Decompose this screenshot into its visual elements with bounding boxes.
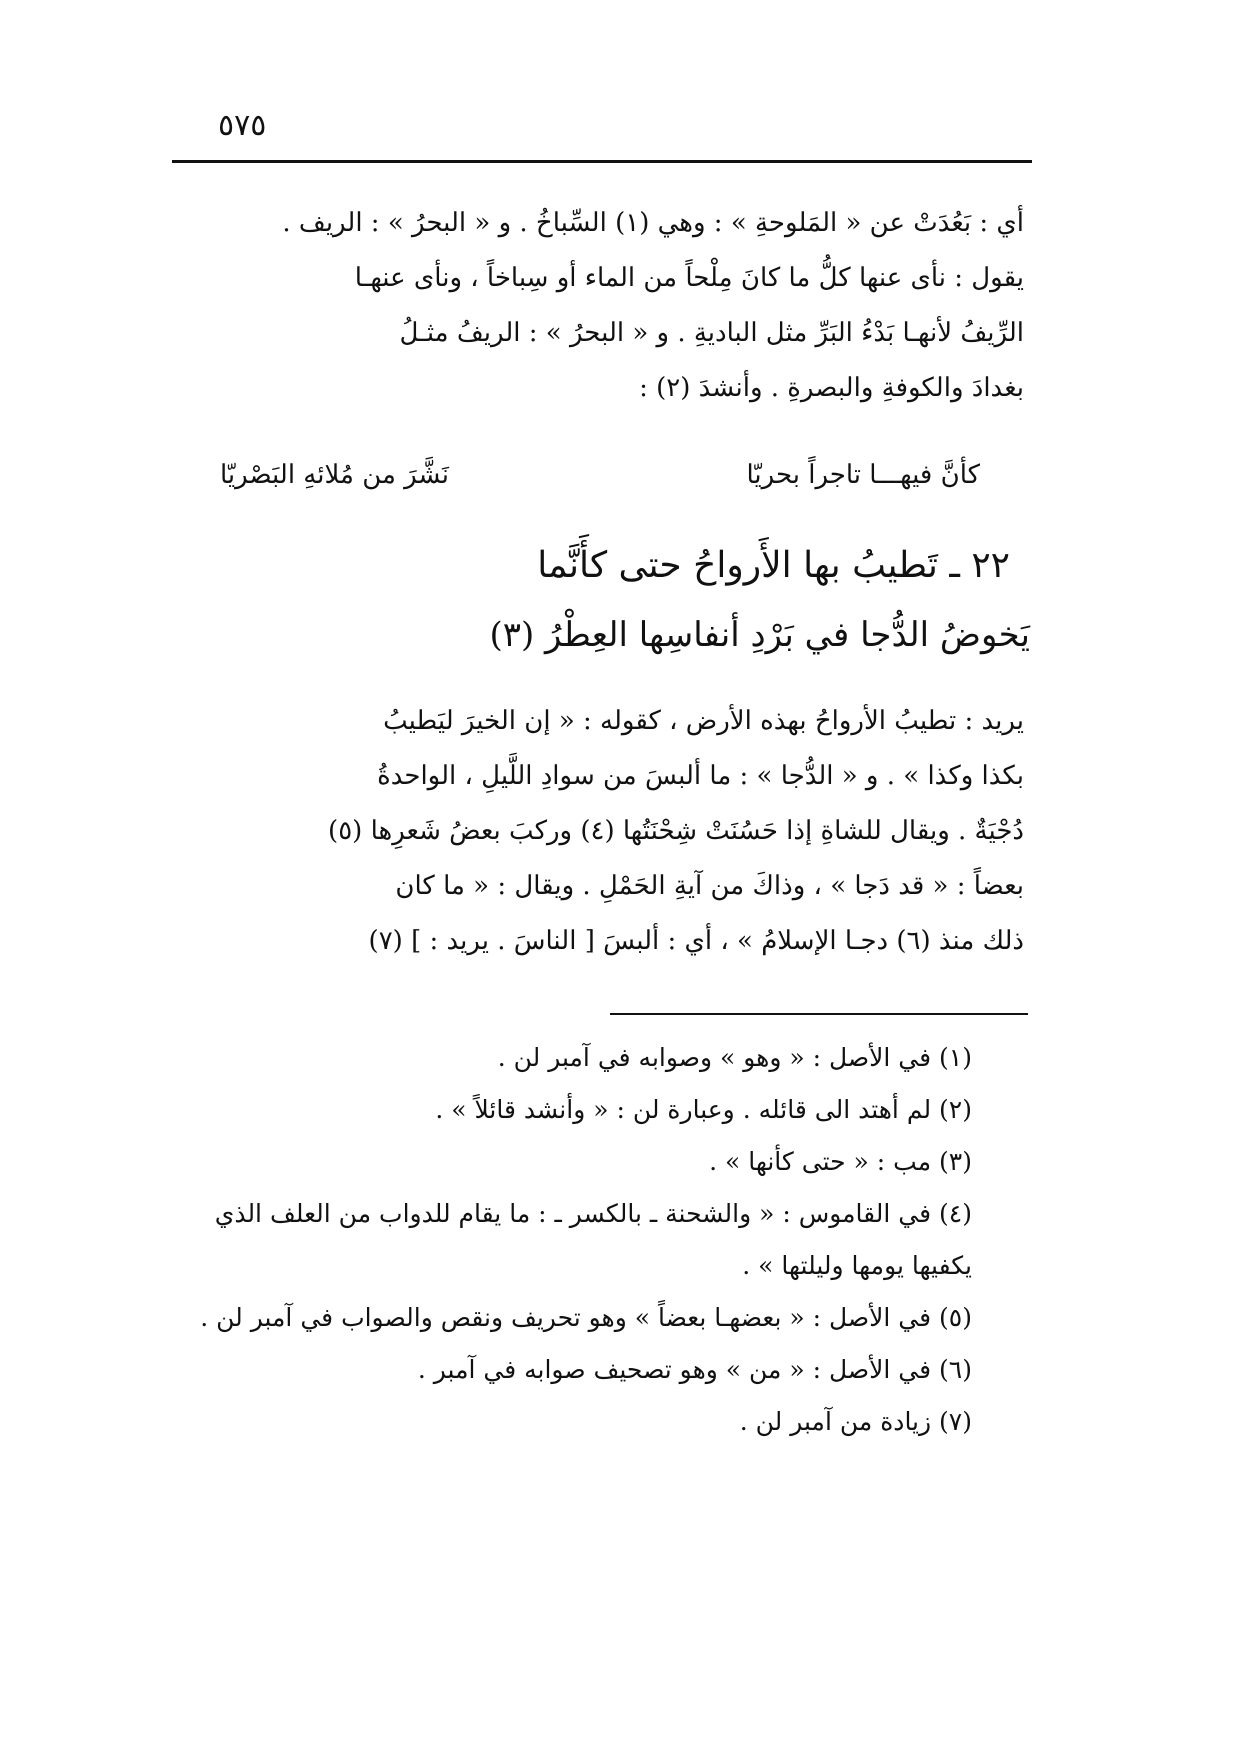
poem-verse-second-hemistich: يَخوضُ الدُّجا في بَرْدِ أنفاسِها العِطْرُ (٣) xyxy=(489,615,1030,655)
verse-hemistich-left: نَشَّرَ من مُلائهِ البَصْريّا xyxy=(220,460,449,490)
verse-hemistich-right: كأنَّ فيهـــا تاجراً بحريّا xyxy=(746,460,980,490)
text-line: بعضاً : « قد دَجا » ، وذاكَ من آيةِ الحَمْلِ . ويقال : « ما كان xyxy=(395,871,1024,901)
page-number: ٥٧٥ xyxy=(218,108,267,143)
footnote-rule xyxy=(610,1013,1028,1015)
text-line: ذلك منذ (٦) دجـا الإسلامُ » ، أي : ألبسَ [ الناسَ . يريد : ] (٧) xyxy=(368,926,1024,956)
text-line: دُجْيَةٌ . ويقال للشاةِ إذا حَسُنَتْ شِحْنَتُها (٤) وركبَ بعضُ شَعرِها (٥) xyxy=(328,816,1024,846)
text-line: يقول : نأى عنها كلُّ ما كانَ مِلْحاً من الماء أو سِباخاً ، ونأى عنهـا xyxy=(354,263,1024,293)
text-line: بكذا وكذا » . و « الدُّجا » : ما ألبسَ من سوادِ اللَّيلِ ، الواحدةُ xyxy=(377,761,1024,791)
footnotes xyxy=(178,1032,1024,1448)
quoted-verse xyxy=(220,460,980,490)
footnote: (٤) في القاموس : « والشحنة ـ بالكسر ـ : ما يقام للدواب من العلف الذي يكفيها يومها وليلتها » . xyxy=(214,1199,972,1280)
poem-verse-first-hemistich: ٢٢ ـ تَطيبُ بها الأَرواحُ حتى كأَنَّما xyxy=(537,545,1010,586)
footnote: (٥) في الأصل : « بعضهـا بعضاً » وهو تحريف ونقص والصواب في آمبر لن . xyxy=(200,1303,972,1332)
footnote: (٢) لم أهتد الى قائله . وعبارة لن : « وأنشد قائلاً » . xyxy=(435,1095,972,1124)
footnote: (٦) في الأصل : « من » وهو تصحيف صوابه في آمبر . xyxy=(417,1355,972,1384)
text-line: الرِّيفُ لأنهـا بَدْءُ البَرِّ مثل الباديةِ . و « البحرُ » : الريفُ مثـلُ xyxy=(399,318,1024,348)
text-line: أي : بَعُدَتْ عن « المَلوحةِ » : وهي (١) السِّباخُ . و « البحرُ » : الريف . xyxy=(282,208,1024,238)
text-line: بغدادَ والكوفةِ والبصرةِ . وأنشدَ (٢) : xyxy=(639,373,1024,403)
footnote: (١) في الأصل : « وهو » وصوابه في آمبر لن . xyxy=(497,1043,972,1072)
intro-paragraph xyxy=(178,196,1024,416)
text-line: يريد : تطيبُ الأرواحُ بهذه الأرض ، كقوله : « إن الخيرَ ليَطيبُ xyxy=(383,706,1024,736)
commentary-paragraph xyxy=(178,694,1024,969)
footnote: (٧) زيادة من آمبر لن . xyxy=(739,1407,972,1436)
header-rule xyxy=(172,160,1032,163)
footnote: (٣) مب : « حتى كأنها » . xyxy=(709,1147,972,1176)
